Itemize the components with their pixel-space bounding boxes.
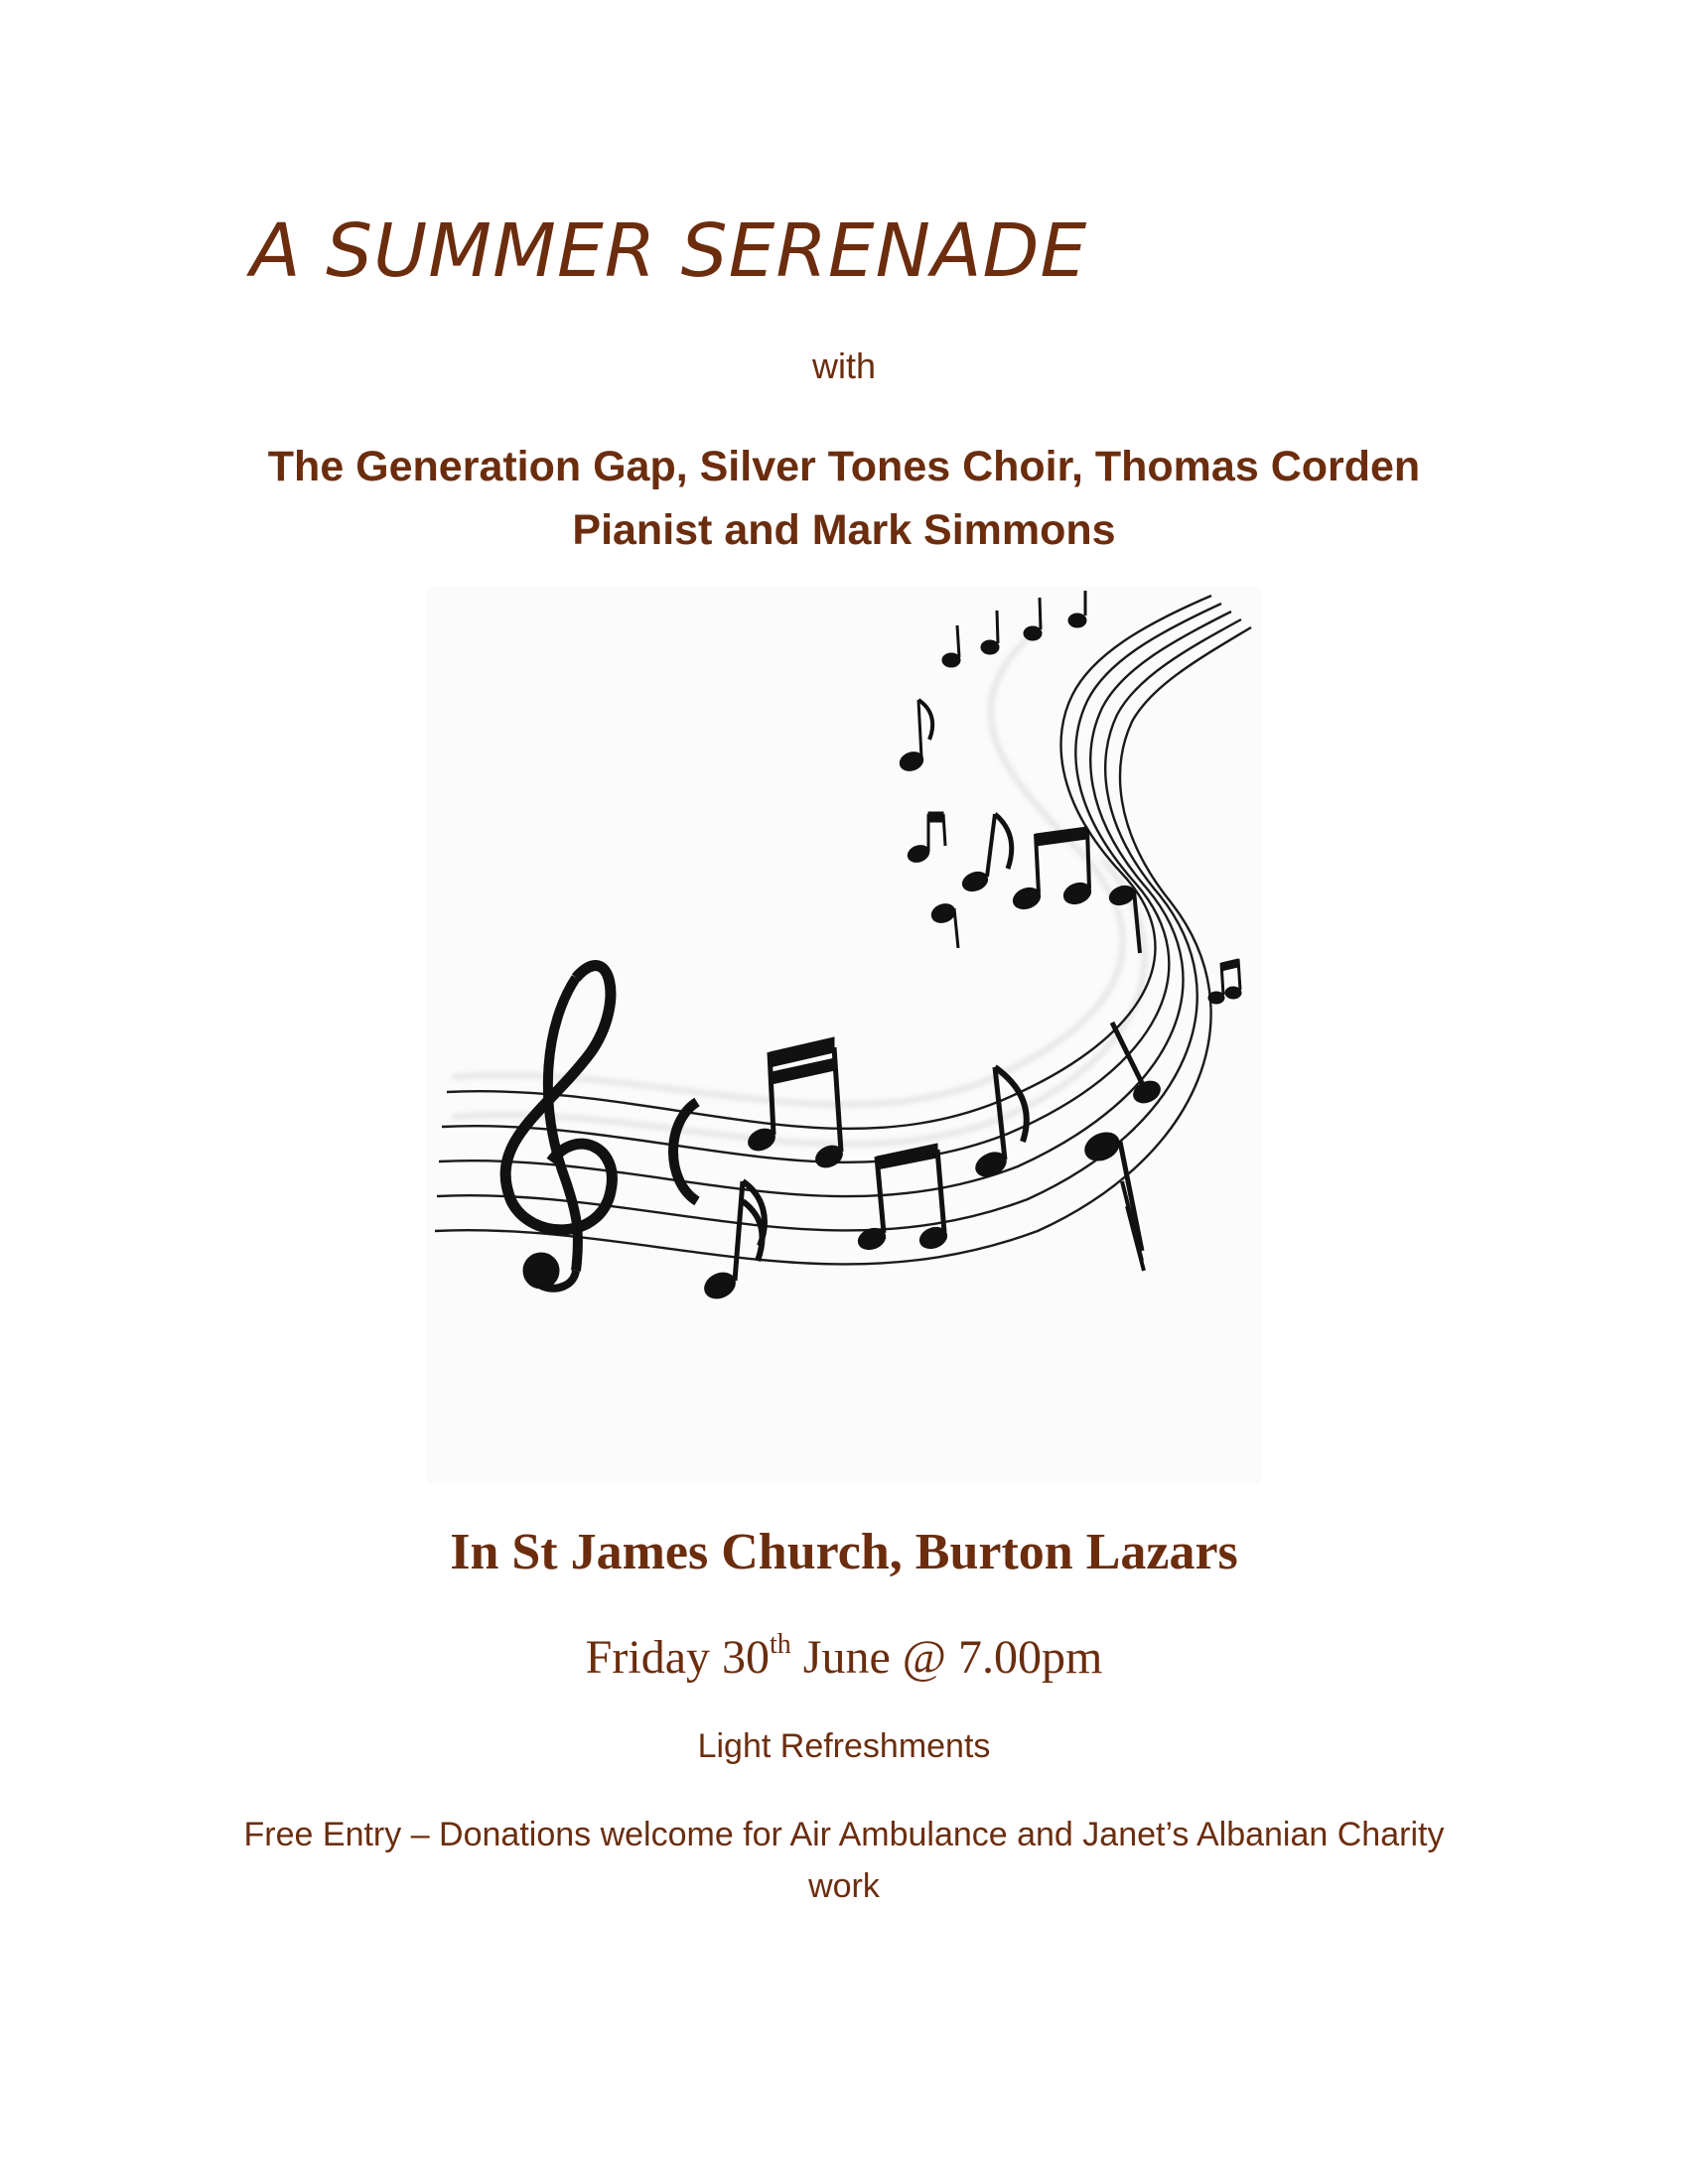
date-ordinal-suffix: th <box>770 1629 791 1660</box>
entry-note: Free Entry – Donations welcome for Air Ambulance and Janet’s Albanian Charity work <box>243 1816 1445 1905</box>
date-rest: June @ 7.00pm <box>790 1631 1103 1684</box>
poster-title: A SUMMER SERENADE <box>250 208 1088 294</box>
date-day: Friday 30 <box>585 1631 770 1684</box>
refreshments-text: Light Refreshments <box>697 1727 991 1765</box>
event-date <box>0 1630 1688 1685</box>
venue-text: In St James Church, Burton Lazars <box>450 1524 1238 1580</box>
with-text: with <box>811 345 877 386</box>
performers-list: The Generation Gap, Silver Tones Choir, Thomas Corden Pianist and Mark Simmons <box>267 443 1421 554</box>
music-notes-illustration <box>427 586 1261 1484</box>
